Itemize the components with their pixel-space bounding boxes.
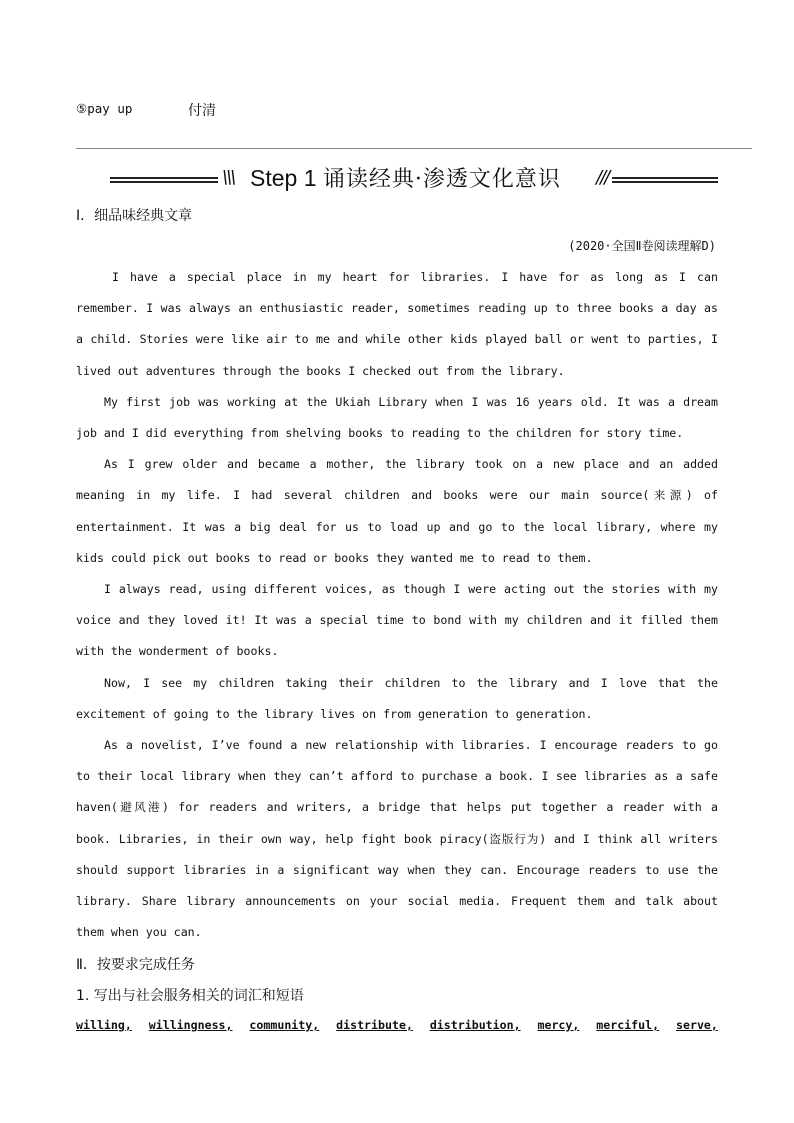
vocab-word: community, <box>249 1018 320 1032</box>
decorative-slashes-right: /// <box>596 167 609 188</box>
section-heading-2: Ⅱ．按要求完成任务 <box>76 957 195 973</box>
passage-paragraph: As I grew older and became a mother, the library took on a new place and an added meaning in my life. I had several children and books were our main source(来源) of entertainment. It was a big deal for us to load up and go to the local library, where my kids could pick out books to read or books they wanted me to read to them. <box>76 457 718 565</box>
step-title-text: 诵读经典·渗透文化意识 <box>322 167 561 192</box>
passage-paragraph: I always read, using different voices, as though I were acting out the stories with my voice and they loved it! It was a special time to bond with my children and it filled them with the wonderment of books. <box>76 582 718 659</box>
vocab-word: willing, <box>76 1018 132 1032</box>
task-heading: 1. 写出与社会服务相关的词汇和短语 <box>76 988 304 1004</box>
reading-passage <box>76 262 718 948</box>
passage-paragraph: I have a special place in my heart for libraries. I have for as long as I can remember. I was always an enthusiastic reader, sometimes reading up to three books a day as a child. Stories were like air to me and while other kids played ball or went to parties, I lived out adventures through the books I checked out from the library. <box>76 270 718 378</box>
vocab-word: mercy, <box>537 1018 580 1032</box>
vocab-word: distribution, <box>429 1018 521 1032</box>
decorative-bar-left <box>110 177 218 183</box>
passage-paragraph: My first job was working at the Ukiah Library when I was 16 years old. It was a dream job and I did everything from shelving books to reading to the children for story time. <box>76 394 718 441</box>
step-title <box>250 162 561 193</box>
vocab-word: serve, <box>676 1018 718 1032</box>
entry-meaning: 付清 <box>188 103 216 119</box>
passage-paragraph: Now, I see my children taking their children to the library and I love that the excitement of going to the library lives on from generation to generation. <box>76 675 718 721</box>
divider-line <box>76 148 752 149</box>
vocab-word: merciful, <box>596 1018 660 1032</box>
entry-number: ⑤ <box>76 101 88 116</box>
vocab-word: distribute, <box>336 1018 413 1032</box>
decorative-bar-right <box>612 177 718 183</box>
vocab-entry <box>76 101 216 119</box>
vocabulary-answer-line <box>76 1018 718 1032</box>
entry-term: pay up <box>87 101 133 116</box>
section-heading-1: Ⅰ．细品味经典文章 <box>76 208 193 224</box>
step-label: Step 1 <box>250 165 317 191</box>
passage-source: (2020·全国Ⅱ卷阅读理解D) <box>568 239 716 253</box>
passage-paragraph: As a novelist, I’ve found a new relationship with libraries. I encourage readers to go to their local library when they can’t afford to purchase a book. I see libraries as a safe haven(避风港) for readers and writers, a bridge that helps put together a reader with a book. Libraries, in their own way, help fight book piracy(盗版行为) and I think all writers should support libraries in a significant way when they can. Encourage readers to use the library. Share library announcements on your social media. Frequent them and talk about them when you can. <box>76 738 718 940</box>
vocab-word: willingness, <box>148 1018 233 1032</box>
step-header <box>0 162 794 198</box>
decorative-slashes-left: \\\ <box>222 167 235 188</box>
